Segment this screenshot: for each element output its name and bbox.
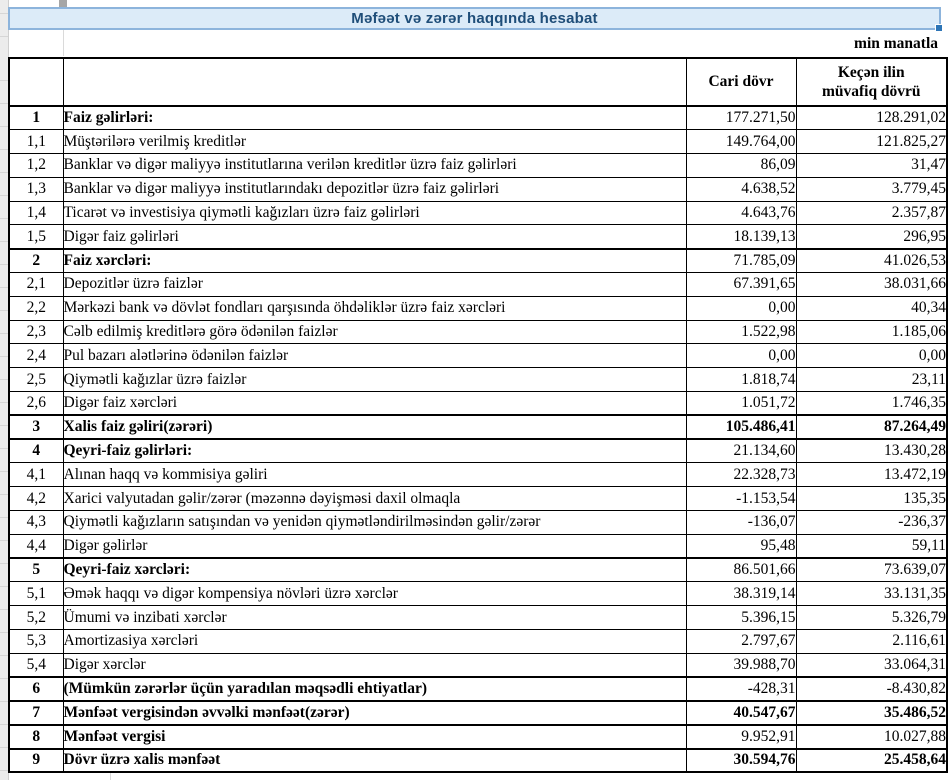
row-number-cell[interactable]: 2,1 [9, 273, 63, 297]
table-row [9, 201, 947, 225]
table-row [9, 606, 947, 630]
previous-value-cell[interactable]: 31,47 [796, 154, 947, 178]
row-number-cell[interactable]: 1,1 [9, 130, 63, 154]
table-row [9, 558, 947, 582]
previous-value-cell[interactable]: 3.779,45 [796, 177, 947, 201]
current-value-cell[interactable]: -136,07 [686, 511, 796, 535]
row-label-cell[interactable]: Ümumi və inzibati xərclər [63, 606, 686, 630]
header-current-period: Cari dövr [686, 58, 796, 106]
current-value-cell[interactable]: 177.271,50 [686, 106, 796, 130]
row-label-cell[interactable]: Banklar və digər maliyyə institutlarındakı depozitlər üzrə faiz gəlirləri [63, 177, 686, 201]
row-number-cell[interactable]: 2,2 [9, 296, 63, 320]
current-value-cell[interactable]: 40.547,67 [686, 701, 796, 725]
row-number-cell[interactable]: 7 [9, 701, 63, 725]
row-number-cell[interactable]: 5,3 [9, 630, 63, 654]
row-label-cell[interactable]: Digər faiz xərcləri [63, 392, 686, 416]
current-value-cell[interactable]: 86.501,66 [686, 558, 796, 582]
table-row [9, 487, 947, 511]
row-number-cell[interactable]: 4,2 [9, 487, 63, 511]
previous-value-cell[interactable]: 1.746,35 [796, 392, 947, 416]
previous-value-cell[interactable]: 1.185,06 [796, 320, 947, 344]
current-value-cell[interactable]: 0,00 [686, 296, 796, 320]
current-value-cell[interactable]: 38.319,14 [686, 582, 796, 606]
row-label-cell[interactable]: (Mümkün zərərlər üçün yaradılan məqsədli ehtiyatlar) [63, 677, 686, 701]
row-number-cell[interactable]: 4,3 [9, 511, 63, 535]
table-row [9, 701, 947, 725]
column-boundary-handle[interactable] [59, 0, 67, 7]
table-row [9, 249, 947, 273]
table-row [9, 415, 947, 439]
current-value-cell[interactable]: 95,48 [686, 534, 796, 558]
previous-value-cell[interactable]: 87.264,49 [796, 415, 947, 439]
table-row [9, 225, 947, 249]
current-value-cell[interactable]: 4.638,52 [686, 177, 796, 201]
header-number-cell [9, 58, 63, 106]
previous-value-cell[interactable]: 23,11 [796, 368, 947, 392]
row-number-cell[interactable]: 9 [9, 749, 63, 773]
current-value-cell[interactable]: 9.952,91 [686, 725, 796, 749]
row-number-cell[interactable]: 4,4 [9, 534, 63, 558]
table-row [9, 106, 947, 130]
row-number-cell[interactable]: 2,3 [9, 320, 63, 344]
row-label-cell[interactable]: Depozitlər üzrə faizlər [63, 273, 686, 297]
table-row [9, 725, 947, 749]
previous-value-cell[interactable]: 40,34 [796, 296, 947, 320]
row-number-cell[interactable]: 1,3 [9, 177, 63, 201]
report-title: Məfəət və zərər haqqında hesabat [351, 10, 598, 27]
row-number-cell[interactable]: 5,4 [9, 653, 63, 677]
table-row [9, 463, 947, 487]
current-value-cell[interactable]: 67.391,65 [686, 273, 796, 297]
row-number-cell[interactable]: 1,5 [9, 225, 63, 249]
table-row [9, 320, 947, 344]
table-row [9, 130, 947, 154]
table-row [9, 177, 947, 201]
row-label-cell[interactable]: Qiymətli kağızlar üzrə faizlər [63, 368, 686, 392]
current-value-cell[interactable]: 21.134,60 [686, 439, 796, 463]
row-number-cell[interactable]: 1 [9, 106, 63, 130]
current-value-cell[interactable]: 1.818,74 [686, 368, 796, 392]
table-row [9, 154, 947, 178]
row-label-cell[interactable]: Mərkəzi bank və dövlət fondları qarşısında öhdəliklər üzrə faiz xərcləri [63, 296, 686, 320]
row-number-cell[interactable]: 3 [9, 415, 63, 439]
table-row [9, 344, 947, 368]
previous-value-cell[interactable]: 33.064,31 [796, 653, 947, 677]
current-value-cell[interactable]: 1.051,72 [686, 392, 796, 416]
table-row [9, 296, 947, 320]
previous-value-cell[interactable]: 296,95 [796, 225, 947, 249]
report-title-cell[interactable] [8, 7, 941, 30]
current-value-cell[interactable]: 86,09 [686, 154, 796, 178]
unit-note: min manatla [854, 35, 938, 52]
row-number-cell[interactable]: 5,2 [9, 606, 63, 630]
row-number-cell[interactable]: 4,1 [9, 463, 63, 487]
row-label-cell[interactable]: Mənfəət vergisindən əvvəlki mənfəət(zərər) [63, 701, 686, 725]
current-value-cell[interactable]: 71.785,09 [686, 249, 796, 273]
row-label-cell[interactable]: Qiymətli kağızların satışından və yenidən qiymətləndirilməsindən gəlir/zərər [63, 511, 686, 535]
current-value-cell[interactable]: 149.764,00 [686, 130, 796, 154]
previous-value-cell[interactable]: 121.825,27 [796, 130, 947, 154]
table-row [9, 439, 947, 463]
previous-value-cell[interactable]: 59,11 [796, 534, 947, 558]
header-previous-period: Keçən ilin müvafiq dövrü [796, 58, 947, 106]
table-row [9, 653, 947, 677]
previous-value-cell[interactable]: 2.116,61 [796, 630, 947, 654]
current-value-cell[interactable]: 18.139,13 [686, 225, 796, 249]
previous-value-cell[interactable]: 33.131,35 [796, 582, 947, 606]
row-number-cell[interactable]: 2 [9, 249, 63, 273]
row-number-cell[interactable]: 2,5 [9, 368, 63, 392]
row-label-cell[interactable]: Qeyri-faiz xərcləri: [63, 558, 686, 582]
row-label-cell[interactable]: Ticarət və investisiya qiymətli kağızları üzrə faiz gəlirləri [63, 201, 686, 225]
row-number-cell[interactable]: 2,6 [9, 392, 63, 416]
row-label-cell[interactable]: Faiz gəlirləri: [63, 106, 686, 130]
current-value-cell[interactable]: 22.328,73 [686, 463, 796, 487]
previous-value-cell[interactable]: 128.291,02 [796, 106, 947, 130]
previous-value-cell[interactable]: 13.430,28 [796, 439, 947, 463]
current-value-cell[interactable]: 4.643,76 [686, 201, 796, 225]
current-value-cell[interactable]: 39.988,70 [686, 653, 796, 677]
table-row [9, 368, 947, 392]
table-row [9, 677, 947, 701]
previous-value-cell[interactable]: 10.027,88 [796, 725, 947, 749]
row-label-cell[interactable]: Amortizasiya xərcləri [63, 630, 686, 654]
previous-value-cell[interactable]: 35.486,52 [796, 701, 947, 725]
table-row [9, 749, 947, 773]
row-number-cell[interactable]: 1,4 [9, 201, 63, 225]
row-label-cell[interactable]: Alınan haqq və kommisiya gəliri [63, 463, 686, 487]
previous-value-cell[interactable]: 0,00 [796, 344, 947, 368]
previous-value-cell[interactable]: 135,35 [796, 487, 947, 511]
previous-value-cell[interactable]: -236,37 [796, 511, 947, 535]
row-label-cell[interactable]: Əmək haqqı və digər kompensiya növləri üzrə xərclər [63, 582, 686, 606]
row-label-cell[interactable]: Banklar və digər maliyyə institutlarına verilən kreditlər üzrə faiz gəlirləri [63, 154, 686, 178]
table-row [9, 392, 947, 416]
table-row [9, 630, 947, 654]
current-value-cell[interactable]: 30.594,76 [686, 749, 796, 773]
profit-loss-table [8, 57, 948, 773]
row-number-cell[interactable]: 2,4 [9, 344, 63, 368]
table-row [9, 273, 947, 297]
row-number-cell[interactable]: 6 [9, 677, 63, 701]
previous-value-cell[interactable]: 73.639,07 [796, 558, 947, 582]
row-label-cell[interactable]: Dövr üzrə xalis mənfəət [63, 749, 686, 773]
table-row [9, 511, 947, 535]
current-value-cell[interactable]: -1.153,54 [686, 487, 796, 511]
current-value-cell[interactable]: 105.486,41 [686, 415, 796, 439]
header-label-cell [63, 58, 686, 106]
row-label-cell[interactable]: Digər faiz gəlirləri [63, 225, 686, 249]
previous-value-cell[interactable]: 25.458,64 [796, 749, 947, 773]
previous-value-cell[interactable]: 38.031,66 [796, 273, 947, 297]
table-header-row [9, 58, 947, 106]
row-label-cell[interactable]: Xalis faiz gəliri(zərəri) [63, 415, 686, 439]
row-label-cell[interactable]: Müştərilərə verilmiş kreditlər [63, 130, 686, 154]
previous-value-cell[interactable]: 5.326,79 [796, 606, 947, 630]
row-number-cell[interactable]: 5 [9, 558, 63, 582]
current-value-cell[interactable]: 1.522,98 [686, 320, 796, 344]
row-label-cell[interactable]: Xarici valyutadan gəlir/zərər (məzənnə dəyişməsi daxil olmaqla [63, 487, 686, 511]
row-number-cell[interactable]: 1,2 [9, 154, 63, 178]
row-label-cell[interactable]: Qeyri-faiz gəlirləri: [63, 439, 686, 463]
row-label-cell[interactable]: Digər xərclər [63, 653, 686, 677]
row-number-cell[interactable]: 5,1 [9, 582, 63, 606]
previous-value-cell[interactable]: 41.026,53 [796, 249, 947, 273]
row-label-cell[interactable]: Faiz xərcləri: [63, 249, 686, 273]
current-value-cell[interactable]: -428,31 [686, 677, 796, 701]
table-row [9, 582, 947, 606]
row-label-cell[interactable]: Mənfəət vergisi [63, 725, 686, 749]
table-row [9, 534, 947, 558]
row-label-cell[interactable]: Cəlb edilmiş kreditlərə görə ödənilən faizlər [63, 320, 686, 344]
row-label-cell[interactable]: Digər gəlirlər [63, 534, 686, 558]
current-value-cell[interactable]: 2.797,67 [686, 630, 796, 654]
row-number-cell[interactable]: 8 [9, 725, 63, 749]
current-value-cell[interactable]: 0,00 [686, 344, 796, 368]
current-value-cell[interactable]: 5.396,15 [686, 606, 796, 630]
report-table-body [9, 106, 947, 772]
previous-value-cell[interactable]: -8.430,82 [796, 677, 947, 701]
sheet-gridline [110, 773, 111, 780]
row-label-cell[interactable]: Pul bazarı alətlərinə ödənilən faizlər [63, 344, 686, 368]
previous-value-cell[interactable]: 2.357,87 [796, 201, 947, 225]
previous-value-cell[interactable]: 13.472,19 [796, 463, 947, 487]
row-number-cell[interactable]: 4 [9, 439, 63, 463]
